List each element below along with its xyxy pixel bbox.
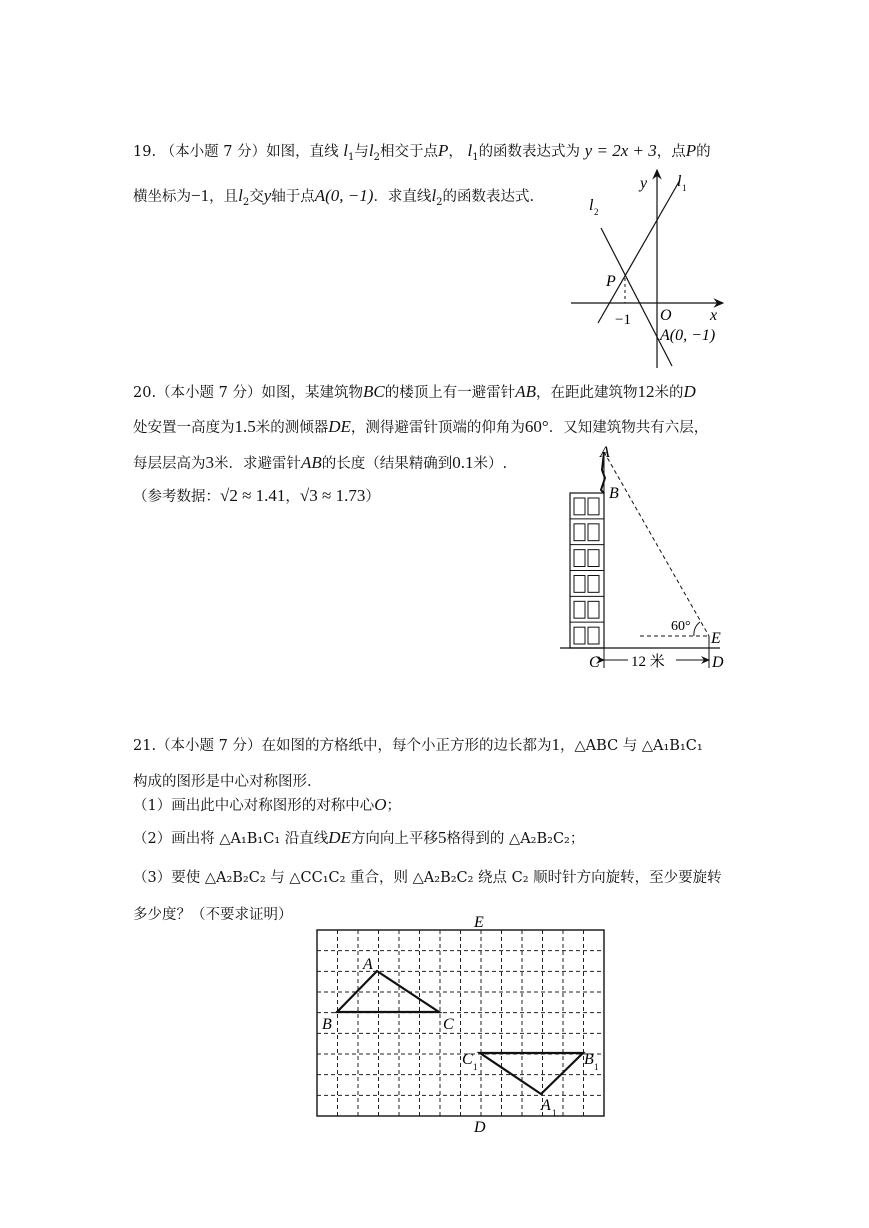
q20-bc: BC <box>363 382 385 401</box>
q21-o: O <box>374 795 387 814</box>
q20-label-c: C <box>589 654 600 671</box>
q20-ab: AB <box>301 453 322 472</box>
q20-text: 米的 <box>654 385 684 401</box>
q20-text: ．又知建筑物共有六层， <box>548 420 709 436</box>
q21-five: 5 <box>437 828 447 847</box>
q20-text: 的长度（结果精确到 <box>321 456 453 472</box>
q21-text: （1）画出此中心对称图形的对称中心 <box>133 798 375 814</box>
q20-text: 每层层高为 <box>133 456 206 472</box>
q21-number: 21. <box>133 738 157 754</box>
q19-text-of: 的 <box>696 144 711 160</box>
q21-label-b1: B <box>584 1051 594 1068</box>
q19-point-a: A(0, −1) <box>314 186 374 205</box>
q20-number: 20. <box>133 385 157 401</box>
q20-label-e: E <box>711 630 721 647</box>
q20-text: 的楼顶上有一避雷针 <box>384 385 516 401</box>
building-window <box>588 498 599 515</box>
q20-ref-label: （参考数据： <box>133 489 220 505</box>
q21-label-a1: A <box>541 1097 551 1114</box>
q20-angle: 60° <box>524 417 549 436</box>
q20-d: D <box>683 382 696 401</box>
q19-text-meet: 相交于点 <box>379 144 438 160</box>
q20-precision: 0.1 <box>452 453 474 472</box>
building-window <box>588 627 599 644</box>
q20-distance: 12 <box>637 382 655 401</box>
q21-label-c: C <box>443 1016 454 1033</box>
building-window <box>574 627 585 644</box>
q21-text: （3）要使 △A₂B₂C₂ 与 △CC₁C₂ 重合，则 △A₂B₂C₂ 绕点 C₂ 顺时针方向旋转，至少要旋转 <box>133 870 722 886</box>
q20-text: 处安置一高度为 <box>133 420 235 436</box>
q20-text: 米．求避雷针 <box>214 456 301 472</box>
q21-text: （2）画出将 △A₁B₁C₁ 沿直线 <box>133 831 329 847</box>
q20-score: （本小题 7 分） <box>156 385 262 401</box>
q20-text: 如图，某建筑物 <box>261 385 364 401</box>
q20-label-a: A <box>600 444 610 461</box>
q21-label-c1: C <box>462 1051 473 1068</box>
q19-label-minus1: −1 <box>615 312 631 328</box>
building-window <box>574 576 585 593</box>
q21-text: ，△ABC 与 △A₁B₁C₁ <box>560 738 703 754</box>
q19-label-l1-sub: 1 <box>682 183 687 193</box>
q21-de: DE <box>328 828 351 847</box>
q21-label-a: A <box>363 956 373 973</box>
q19-text-point: ，点 <box>656 144 686 160</box>
building-window <box>574 524 585 541</box>
q20-floor-height: 3 <box>205 453 214 472</box>
q19-text-cross: 交 <box>249 189 264 205</box>
building-window <box>588 524 599 541</box>
q19-text-find: ．求直线 <box>373 189 432 205</box>
building-window <box>588 601 599 618</box>
q19-label-x: x <box>710 307 718 324</box>
q19-line1: 19. （本小题 7 分）如图，直线 $l_1$与$l_2$相交于点P， $l_1$的函数表达式为 y = 2x + 3，点P的 <box>133 141 711 163</box>
q21-label-c1-sub: 1 <box>473 1062 478 1072</box>
q21-label-e: E <box>474 914 484 931</box>
q20-ref-end: ） <box>365 489 380 505</box>
q19-label-l1: l <box>677 173 682 190</box>
q19-label-y: y <box>640 175 648 192</box>
q21-text: 格得到的 △A₂B₂C₂； <box>446 831 585 847</box>
q20-text: 米的测倾器 <box>255 420 329 436</box>
q19-text-axis: 轴于点 <box>271 189 315 205</box>
q21-label-b: B <box>322 1016 332 1033</box>
q19-label-p: P <box>606 273 616 290</box>
building-window <box>588 576 599 593</box>
q20-text: ，在距此建筑物 <box>536 385 638 401</box>
q19-line2: 横坐标为−1，且$l_2$交y轴于点A(0, −1)．求直线$l_2$的函数表达式. <box>133 186 535 208</box>
q20-label-dist: 12 米 <box>631 654 665 670</box>
q19-comma: ， <box>448 144 463 160</box>
q20-sep: ， <box>285 489 300 505</box>
q21-text: 构成的图形是中心对称图形. <box>133 774 312 790</box>
q19-label-l2: l <box>589 197 594 214</box>
q19-text-and2: ，且 <box>209 189 239 205</box>
building-window <box>574 550 585 567</box>
q20-sqrt3: √3 ≈ 1.73 <box>299 486 366 505</box>
q19-label-l2-sub: 2 <box>594 207 599 217</box>
q21-text: 方向向上平移 <box>350 831 438 847</box>
q20-label-d: D <box>712 654 724 671</box>
building-window <box>588 550 599 567</box>
q19-text: 如图，直线 <box>266 144 339 160</box>
q19-abscissa: −1 <box>191 186 210 205</box>
q20-text: ，测得避雷针顶端的仰角为 <box>350 420 525 436</box>
q20-height: 1.5 <box>234 417 256 436</box>
q21-one: 1 <box>551 735 561 754</box>
q19-text-func: 的函数表达式为 <box>478 144 581 160</box>
q21-label-a1-sub: 1 <box>552 1108 557 1118</box>
q19-text-abscissa: 横坐标为 <box>133 189 191 205</box>
q21-label-d: D <box>474 1119 486 1136</box>
q20-text: 米）. <box>473 456 508 472</box>
q20-sqrt2: √2 ≈ 1.41 <box>220 486 286 505</box>
building-window <box>574 601 585 618</box>
q19-equation: y = 2x + 3 <box>584 141 657 160</box>
q19-number: 19. <box>133 144 157 160</box>
q20-label-angle: 60° <box>671 619 691 634</box>
q21-text: ； <box>386 798 402 814</box>
q19-label-a: A(0, −1) <box>660 327 716 344</box>
q20-label-b: B <box>609 485 619 502</box>
q20-ab: AB <box>515 382 537 401</box>
q20-de: DE <box>328 417 351 436</box>
q19-text-and: 与 <box>354 144 369 160</box>
building-window <box>574 498 585 515</box>
q21-label-b1-sub: 1 <box>594 1062 599 1072</box>
q19-text-end: 的函数表达式. <box>442 189 535 205</box>
q21-text: 在如图的方格纸中，每个小正方形的边长都为 <box>261 738 552 754</box>
q21-score: （本小题 7 分） <box>156 738 262 754</box>
q19-score: （本小题 7 分） <box>160 144 267 160</box>
q21-text: 多少度？（不要求证明） <box>133 907 293 923</box>
q19-label-o: O <box>660 307 672 324</box>
